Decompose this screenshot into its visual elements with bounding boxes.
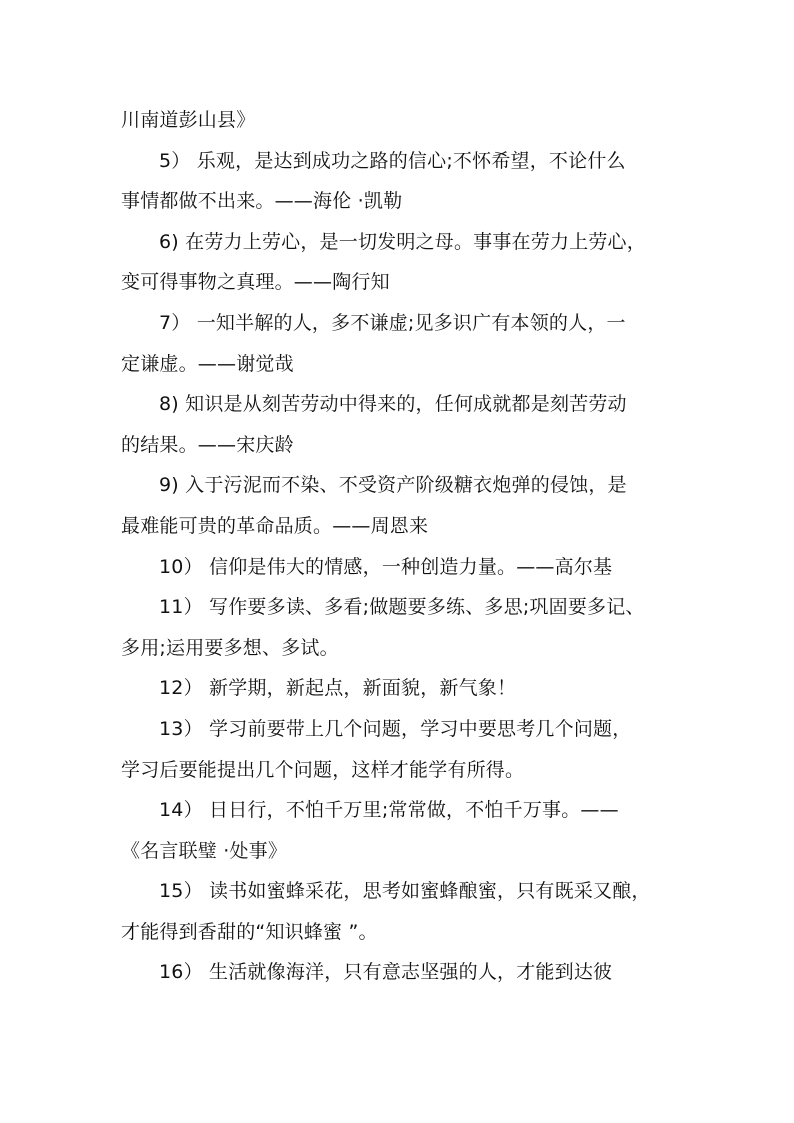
text-line: 最难能可贵的革命品质。——周恩来 — [121, 514, 429, 537]
text-line: 12） 新学期，新起点，新面貌，新气象！ — [159, 677, 517, 700]
text-line: 11） 写作要多读、多看;做题要多练、多思;巩固要多记、 — [159, 596, 645, 619]
text-line: 6) 在劳力上劳心，是一切发明之母。事事在劳力上劳心， — [159, 230, 646, 253]
text-line: 变可得事物之真理。——陶行知 — [121, 271, 390, 294]
text-line: 的结果。——宋庆龄 — [121, 433, 294, 456]
document-body — [121, 100, 677, 993]
text-line: 才能得到香甜的“知识蜂蜜 ”。 — [121, 920, 378, 943]
text-line: 事情都做不出来。——海伦 ·凯勒 — [121, 190, 403, 213]
text-line: 7） 一知半解的人，多不谦虚;见多识广有本领的人，一 — [159, 311, 626, 334]
text-line: 10） 信仰是伟大的情感，一种创造力量。——高尔基 — [159, 555, 613, 578]
text-line: 16） 生活就像海洋，只有意志坚强的人，才能到达彼 — [159, 961, 613, 984]
text-line: 川南道彭山县》 — [121, 109, 256, 131]
text-line: 15） 读书如蜜蜂采花，思考如蜜蜂酿蜜，只有既采又酿， — [159, 880, 651, 903]
text-line: 学习后要能提出几个问题，这样才能学有所得。 — [121, 758, 525, 781]
text-line: 多用;运用要多想、多试。 — [121, 636, 339, 659]
text-line: 《名言联璧 ·处事》 — [121, 839, 288, 862]
text-line: 13） 学习前要带上几个问题，学习中要思考几个问题， — [159, 717, 632, 740]
text-line: 5） 乐观，是达到成功之路的信心;不怀希望，不论什么 — [159, 149, 626, 172]
text-line: 9) 入于污泥而不染、不受资产阶级糖衣炮弹的侵蚀，是 — [159, 474, 627, 497]
text-line: 定谦虚。——谢觉哉 — [121, 352, 294, 375]
text-line: 14） 日日行，不怕千万里;常常做，不怕千万事。—— — [159, 799, 619, 822]
text-line: 8) 知识是从刻苦劳动中得来的，任何成就都是刻苦劳动 — [159, 393, 627, 416]
